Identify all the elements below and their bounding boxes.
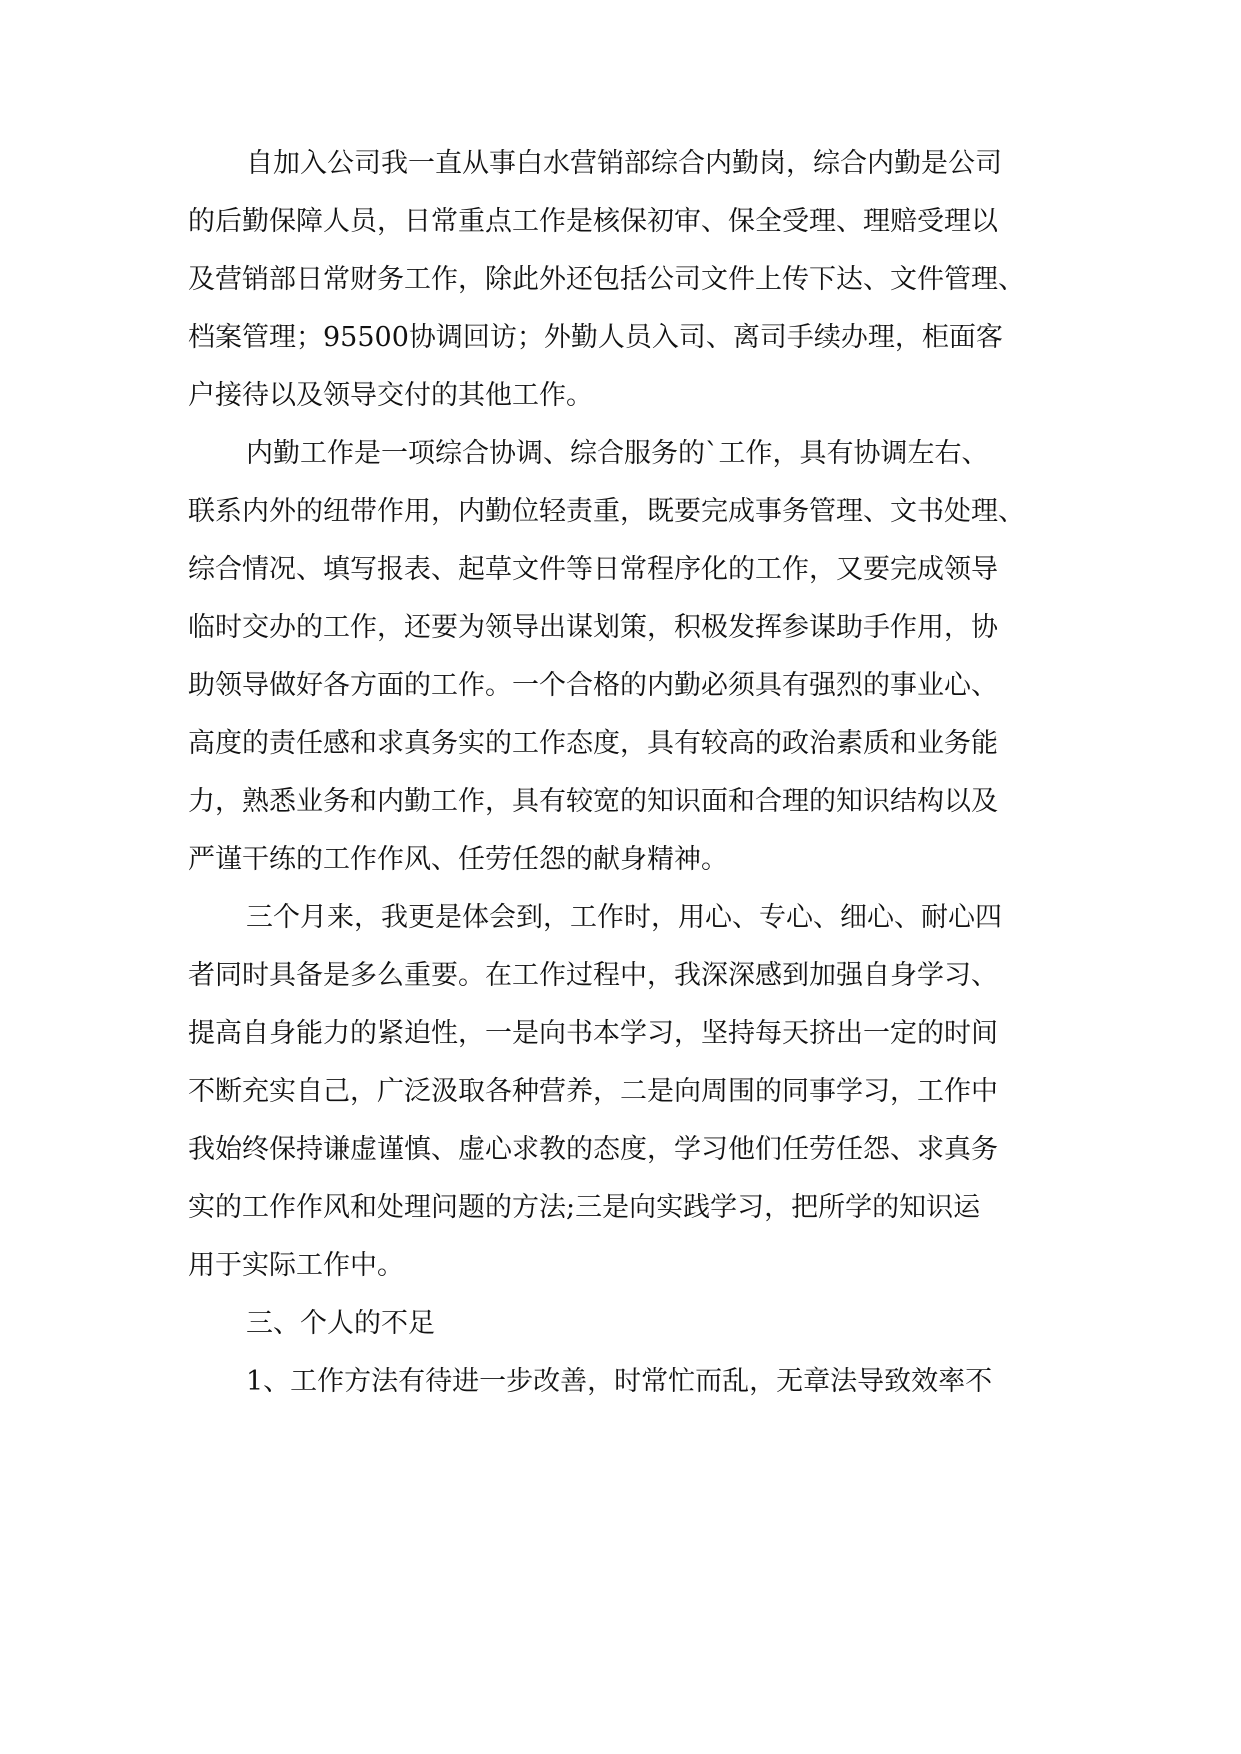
paragraph-2-line-1: 内勤工作是一项综合协调、综合服务的`工作，具有协调左右、 [246, 438, 989, 469]
paragraph-3-line-4: 不断充实自己，广泛汲取各种营养，二是向周围的同事学习，工作中 [188, 1076, 998, 1107]
paragraph-3-line-7: 用于实际工作中。 [188, 1250, 404, 1281]
paragraph-2-line-6: 高度的责任感和求真务实的工作态度，具有较高的政治素质和业务能 [188, 728, 998, 759]
paragraph-1-line-5: 户接待以及领导交付的其他工作。 [188, 380, 593, 411]
paragraph-2-line-2: 联系内外的纽带作用，内勤位轻责重，既要完成事务管理、文书处理、 [188, 496, 1025, 527]
paragraph-2-line-4: 临时交办的工作，还要为领导出谋划策，积极发挥参谋助手作用，协 [188, 612, 998, 643]
paragraph-3-line-6: 实的工作作风和处理问题的方法;三是向实践学习，把所学的知识运 [188, 1192, 981, 1223]
paragraph-2-line-8: 严谨干练的工作作风、任劳任怨的献身精神。 [188, 844, 728, 875]
paragraph-1-line-4: 档案管理；95500协调回访；外勤人员入司、离司手续办理，柜面客 [188, 322, 1003, 353]
paragraph-3-line-2: 者同时具备是多么重要。在工作过程中，我深深感到加强自身学习、 [188, 960, 998, 991]
paragraph-3-line-3: 提高自身能力的紧迫性，一是向书本学习，坚持每天挤出一定的时间 [188, 1018, 998, 1049]
paragraph-3-line-5: 我始终保持谦虚谨慎、虚心求教的态度，学习他们任劳任怨、求真务 [188, 1134, 998, 1165]
paragraph-2-line-7: 力，熟悉业务和内勤工作，具有较宽的知识面和合理的知识结构以及 [188, 786, 998, 817]
paragraph-3-line-1: 三个月来，我更是体会到，工作时，用心、专心、细心、耐心四 [246, 902, 1002, 933]
paragraph-2-line-3: 综合情况、填写报表、起草文件等日常程序化的工作，又要完成领导 [188, 554, 998, 585]
paragraph-1-line-3: 及营销部日常财务工作，除此外还包括公司文件上传下达、文件管理、 [188, 264, 1025, 295]
paragraph-1-line-1: 自加入公司我一直从事白水营销部综合内勤岗，综合内勤是公司 [246, 148, 1002, 179]
list-item-1-line-1: 1、工作方法有待进一步改善，时常忙而乱，无章法导致效率不 [246, 1366, 993, 1397]
paragraph-2-line-5: 助领导做好各方面的工作。一个合格的内勤必须具有强烈的事业心、 [188, 670, 998, 701]
paragraph-1-line-2: 的后勤保障人员，日常重点工作是核保初审、保全受理、理赔受理以 [188, 206, 998, 237]
section-heading: 三、个人的不足 [246, 1308, 435, 1339]
